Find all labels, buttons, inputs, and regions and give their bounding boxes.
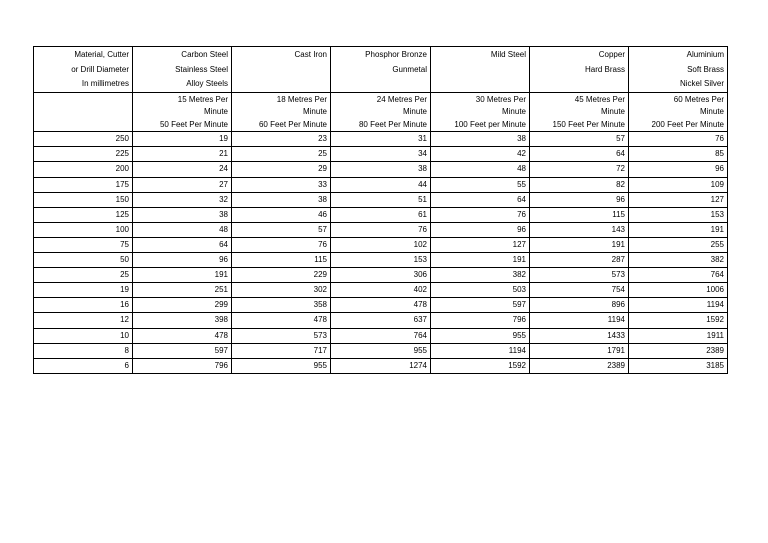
- table-row: [34, 222, 728, 237]
- table-row-cell: 402: [331, 283, 431, 298]
- table-row-cell: 1194: [629, 298, 728, 313]
- table-row-cell: 82: [530, 177, 629, 192]
- cell-text-line: Material, Cutter: [74, 50, 129, 59]
- table-row-cell: 96: [530, 192, 629, 207]
- table-row-cell: 38: [331, 162, 431, 177]
- table-row-cell: 573: [530, 268, 629, 283]
- table-row-cell: 48: [133, 222, 232, 237]
- cutting-speed-table: [33, 46, 728, 374]
- table-row-cell: 153: [629, 207, 728, 222]
- table-row: [34, 162, 728, 177]
- table-row-cell: 251: [133, 283, 232, 298]
- table-row-cell: 115: [530, 207, 629, 222]
- table-row: [34, 358, 728, 373]
- table-row-cell: 102: [331, 237, 431, 252]
- speed-row-cell: [431, 92, 530, 132]
- cell-text-line: Gunmetal: [392, 64, 427, 74]
- table-row-cell: 191: [530, 237, 629, 252]
- cell-text-line: 15 Metres Per: [177, 94, 228, 104]
- table-row-cell: 57: [530, 132, 629, 147]
- table-row-cell: 85: [629, 147, 728, 162]
- table-row-cell: 1911: [629, 328, 728, 343]
- speed-row-cell: [530, 92, 629, 132]
- table-row-cell: 287: [530, 253, 629, 268]
- table-row-cell: 127: [629, 192, 728, 207]
- cell-text-line: 60 Metres Per: [673, 94, 724, 104]
- table-row-cell: 12: [34, 313, 133, 328]
- table-row-cell: 306: [331, 268, 431, 283]
- table-row-cell: 10: [34, 328, 133, 343]
- table-row-cell: 503: [431, 283, 530, 298]
- table-row-cell: 42: [431, 147, 530, 162]
- table-row-cell: 34: [331, 147, 431, 162]
- header-row-cell: [431, 47, 530, 93]
- table-row: [34, 132, 728, 147]
- table-row-cell: 1433: [530, 328, 629, 343]
- table-row-cell: 115: [232, 253, 331, 268]
- cell-text-line: 18 Metres Per: [276, 94, 327, 104]
- table-row-cell: 125: [34, 207, 133, 222]
- cell-text-line: Hard Brass: [584, 64, 625, 74]
- table-row: [34, 237, 728, 252]
- table-row-cell: 109: [629, 177, 728, 192]
- table-row-cell: 225: [34, 147, 133, 162]
- table-row-cell: 229: [232, 268, 331, 283]
- table-row-cell: 96: [133, 253, 232, 268]
- table-row-cell: 302: [232, 283, 331, 298]
- table-row-cell: 76: [629, 132, 728, 147]
- cell-text-line: Copper: [598, 50, 625, 59]
- table-row-cell: 955: [232, 358, 331, 373]
- table-row-cell: 358: [232, 298, 331, 313]
- table-row-cell: 21: [133, 147, 232, 162]
- header-row-cell: [34, 47, 133, 93]
- table-row-cell: 25: [34, 268, 133, 283]
- table-row-cell: 143: [530, 222, 629, 237]
- table-row-cell: 1592: [629, 313, 728, 328]
- table-row-cell: 64: [431, 192, 530, 207]
- table-row-cell: 382: [629, 253, 728, 268]
- table-row-cell: 896: [530, 298, 629, 313]
- table-row-cell: 72: [530, 162, 629, 177]
- table-row-cell: 31: [331, 132, 431, 147]
- table-row-cell: 150: [34, 192, 133, 207]
- table-row: [34, 343, 728, 358]
- table-row-cell: 64: [133, 237, 232, 252]
- table-row-cell: 50: [34, 253, 133, 268]
- cell-text-line: Carbon Steel: [181, 50, 228, 59]
- table-row-cell: 153: [331, 253, 431, 268]
- table-row-cell: 38: [133, 207, 232, 222]
- table-row-cell: 19: [133, 132, 232, 147]
- table-row-cell: 754: [530, 283, 629, 298]
- table-row-cell: 717: [232, 343, 331, 358]
- table-row-cell: 8: [34, 343, 133, 358]
- header-row-cell: [530, 47, 629, 93]
- table-row-cell: 637: [331, 313, 431, 328]
- cell-text-line: Alloy Steels: [186, 79, 228, 88]
- table-row-cell: 76: [431, 207, 530, 222]
- cell-text-line: 60 Feet Per Minute: [258, 119, 327, 129]
- table-row-cell: 796: [133, 358, 232, 373]
- table-row-cell: 175: [34, 177, 133, 192]
- table-row-cell: 478: [331, 298, 431, 313]
- table-row-cell: 27: [133, 177, 232, 192]
- table-row-cell: 478: [133, 328, 232, 343]
- table-row-cell: 1006: [629, 283, 728, 298]
- cell-text-line: 30 Metres Per: [475, 94, 526, 104]
- speed-row-cell: [232, 92, 331, 132]
- table-row: [34, 313, 728, 328]
- cell-text-line: or Drill Diameter: [71, 64, 129, 74]
- table-row: [34, 283, 728, 298]
- speed-row-cell: [629, 92, 728, 132]
- cell-text-line: Minute: [699, 107, 724, 117]
- cell-text-line: 80 Feet Per Minute: [358, 119, 427, 129]
- table-row-cell: 955: [431, 328, 530, 343]
- table-row-cell: 44: [331, 177, 431, 192]
- table-row-cell: 29: [232, 162, 331, 177]
- table-row-cell: 51: [331, 192, 431, 207]
- table-row: [34, 147, 728, 162]
- table-row-cell: 191: [431, 253, 530, 268]
- cell-text-line: Minute: [203, 107, 228, 117]
- speed-row-cell: [34, 92, 133, 132]
- table-row-cell: 1592: [431, 358, 530, 373]
- cell-text-line: Soft Brass: [687, 64, 724, 74]
- table-row-cell: 24: [133, 162, 232, 177]
- cell-text-line: 50 Feet Per Minute: [159, 119, 228, 129]
- table-row: [34, 207, 728, 222]
- table-row-cell: 32: [133, 192, 232, 207]
- table-row-cell: 48: [431, 162, 530, 177]
- table-row-cell: 573: [232, 328, 331, 343]
- table-row: [34, 192, 728, 207]
- table-row-cell: 255: [629, 237, 728, 252]
- table-row-cell: 33: [232, 177, 331, 192]
- header-row-cell: [331, 47, 431, 93]
- speed-row-cell: [331, 92, 431, 132]
- table-row-cell: 200: [34, 162, 133, 177]
- table-row-cell: 191: [629, 222, 728, 237]
- table-row-cell: 597: [431, 298, 530, 313]
- table-row-cell: 2389: [629, 343, 728, 358]
- cell-text-line: Minute: [402, 107, 427, 117]
- cell-text-line: Nickel Silver: [679, 79, 724, 88]
- table-row-cell: 57: [232, 222, 331, 237]
- table-row-cell: 61: [331, 207, 431, 222]
- table-row-cell: 191: [133, 268, 232, 283]
- table-row-cell: 64: [530, 147, 629, 162]
- table-row: [34, 298, 728, 313]
- table-row-cell: 764: [629, 268, 728, 283]
- table-row: [34, 177, 728, 192]
- table-row-cell: 38: [431, 132, 530, 147]
- cell-text-line: Phosphor Bronze: [365, 50, 427, 59]
- cell-text-line: 45 Metres Per: [574, 94, 625, 104]
- table-row-cell: 96: [629, 162, 728, 177]
- table-row-cell: 1274: [331, 358, 431, 373]
- table-row-cell: 16: [34, 298, 133, 313]
- cell-text-line: Aluminium: [686, 50, 724, 59]
- table-row-cell: 382: [431, 268, 530, 283]
- table-row-cell: 100: [34, 222, 133, 237]
- table-row: [34, 268, 728, 283]
- table-row-cell: 23: [232, 132, 331, 147]
- table-row-cell: 764: [331, 328, 431, 343]
- header-row-cell: [629, 47, 728, 93]
- table-row-cell: 76: [331, 222, 431, 237]
- table-row-cell: 75: [34, 237, 133, 252]
- cell-text-line: 100 Feet per Minute: [454, 119, 526, 129]
- cell-text-line: Mild Steel: [490, 50, 526, 59]
- cell-text-line: 150 Feet Per Minute: [552, 119, 625, 129]
- table-row: [34, 253, 728, 268]
- table-row-cell: 6: [34, 358, 133, 373]
- table-row-cell: 25: [232, 147, 331, 162]
- table-row-cell: 96: [431, 222, 530, 237]
- table-row-cell: 3185: [629, 358, 728, 373]
- cell-text-line: 200 Feet Per Minute: [651, 119, 724, 129]
- cell-text-line: Minute: [302, 107, 327, 117]
- table-row-cell: 55: [431, 177, 530, 192]
- cell-text-line: Stainless Steel: [175, 64, 228, 74]
- header-row-cell: [133, 47, 232, 93]
- table-row-cell: 796: [431, 313, 530, 328]
- speed-row: [34, 92, 728, 132]
- cell-text-line: Cast Iron: [294, 50, 327, 59]
- table-row-cell: 597: [133, 343, 232, 358]
- cell-text-line: 24 Metres Per: [376, 94, 427, 104]
- table-row-cell: 299: [133, 298, 232, 313]
- table-row-cell: 2389: [530, 358, 629, 373]
- table-row-cell: 1791: [530, 343, 629, 358]
- table-row: [34, 328, 728, 343]
- cell-text-line: Minute: [600, 107, 625, 117]
- header-row-cell: [232, 47, 331, 93]
- table-row-cell: 250: [34, 132, 133, 147]
- table-row-cell: 127: [431, 237, 530, 252]
- table-row-cell: 1194: [530, 313, 629, 328]
- table-row-cell: 1194: [431, 343, 530, 358]
- header-row: [34, 47, 728, 93]
- table-row-cell: 398: [133, 313, 232, 328]
- speed-row-cell: [133, 92, 232, 132]
- cell-text-line: Minute: [501, 107, 526, 117]
- table-row-cell: 76: [232, 237, 331, 252]
- table-row-cell: 38: [232, 192, 331, 207]
- table-row-cell: 19: [34, 283, 133, 298]
- cell-text-line: In millimetres: [81, 79, 129, 88]
- table-row-cell: 478: [232, 313, 331, 328]
- table-row-cell: 955: [331, 343, 431, 358]
- table-row-cell: 46: [232, 207, 331, 222]
